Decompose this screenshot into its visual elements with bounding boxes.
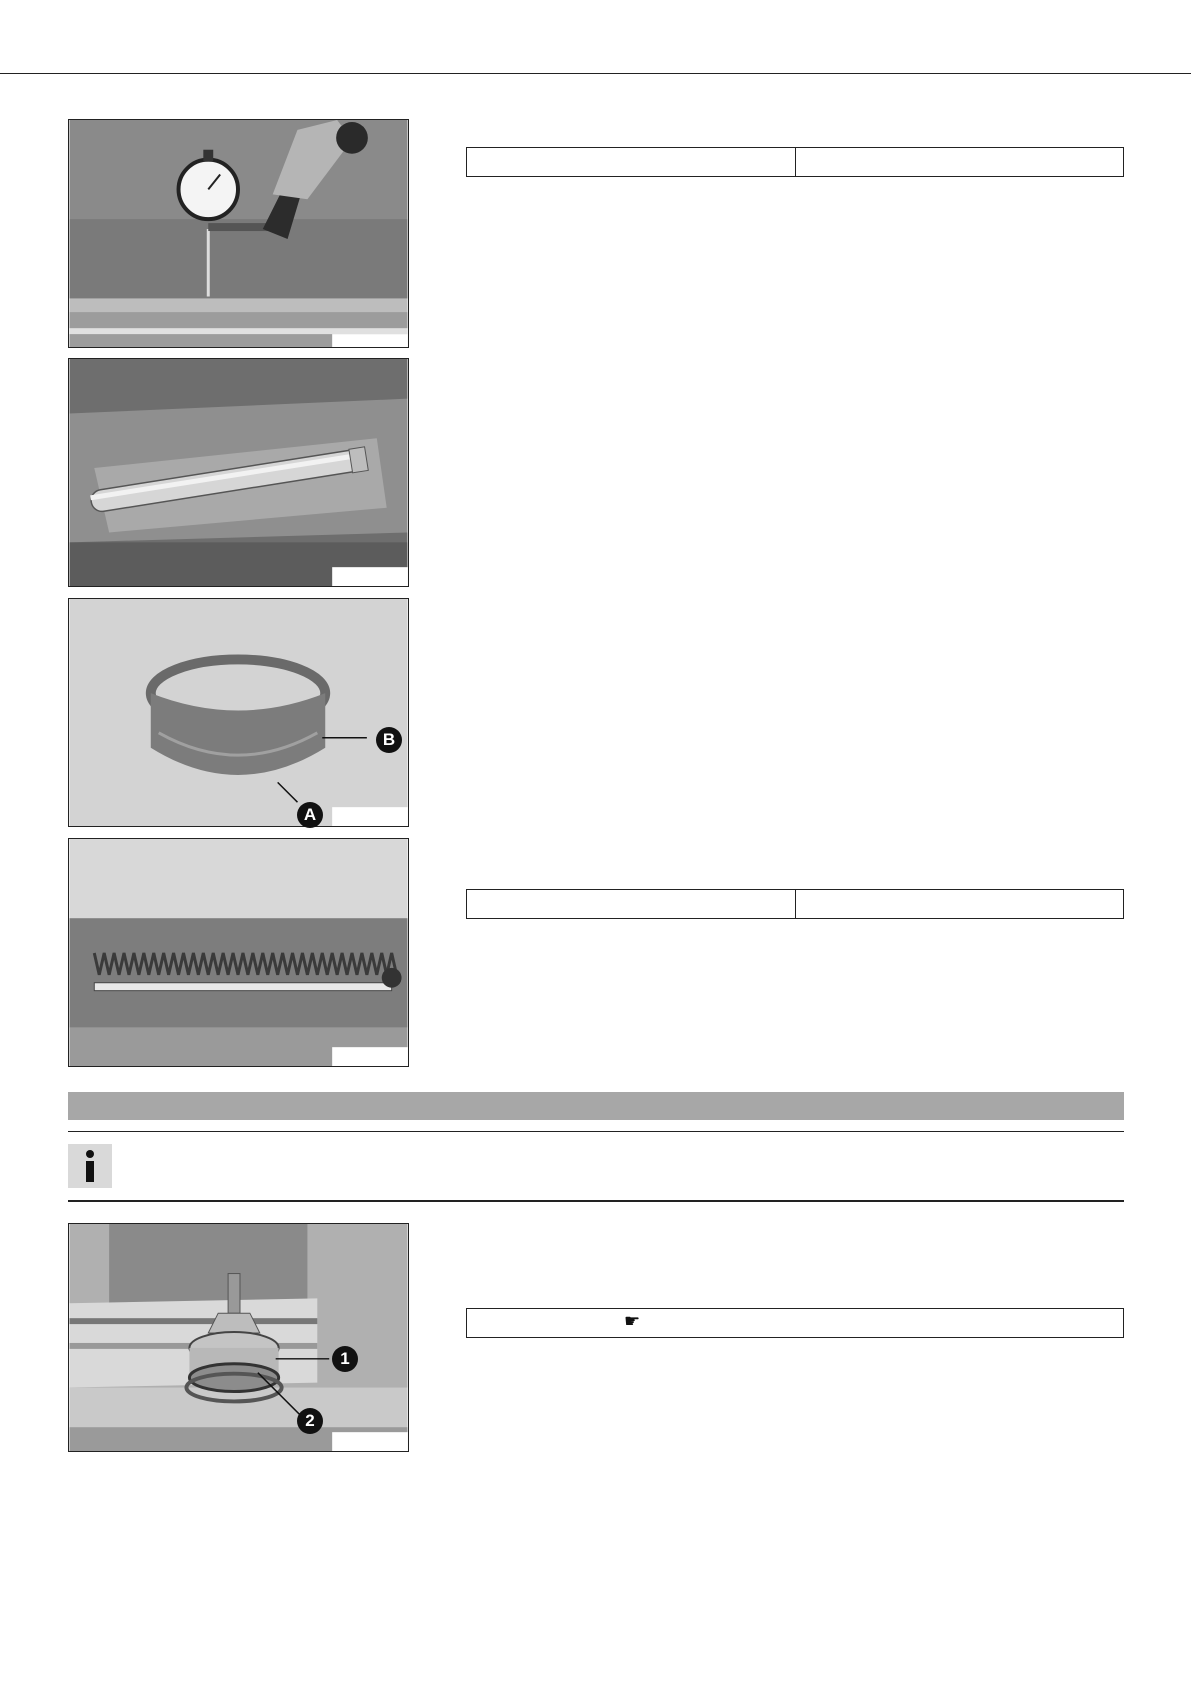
dial-gauge-runout-photo: [69, 120, 408, 347]
figure-guide-bushing: [68, 598, 409, 827]
spec-table-3: [466, 1308, 1124, 1338]
header-rule: [0, 73, 1191, 74]
figure-fork-spring: [68, 838, 409, 1067]
spec-table-1-value-cell: [795, 148, 1124, 176]
callout-a: A: [297, 802, 323, 828]
callout-2: 2: [297, 1408, 323, 1434]
spec-table-1: [466, 147, 1124, 177]
spec-table-2-value-cell: [795, 890, 1124, 918]
figure-dial-gauge: [68, 119, 409, 348]
figure-fork-tube: [68, 358, 409, 587]
spec-table-2-label-cell: [467, 890, 795, 918]
note-rule-top: [68, 1131, 1124, 1132]
info-icon: [68, 1144, 112, 1188]
fork-spring-measure-photo: [69, 839, 408, 1066]
spec-table-1-label-cell: [467, 148, 795, 176]
guide-bushing-photo: [69, 599, 408, 826]
callout-b: B: [376, 727, 402, 753]
fork-cap-vise-photo: [69, 1224, 408, 1451]
callout-1: 1: [332, 1346, 358, 1372]
figure-fork-cap: [68, 1223, 409, 1452]
spec-table-3-cell: [467, 1309, 1123, 1337]
fork-tube-photo: [69, 359, 408, 586]
pointer-hand-icon: ☛: [624, 1311, 641, 1332]
spec-table-2: [466, 889, 1124, 919]
section-heading-bar: [68, 1092, 1124, 1120]
note-rule-bottom: [68, 1200, 1124, 1202]
